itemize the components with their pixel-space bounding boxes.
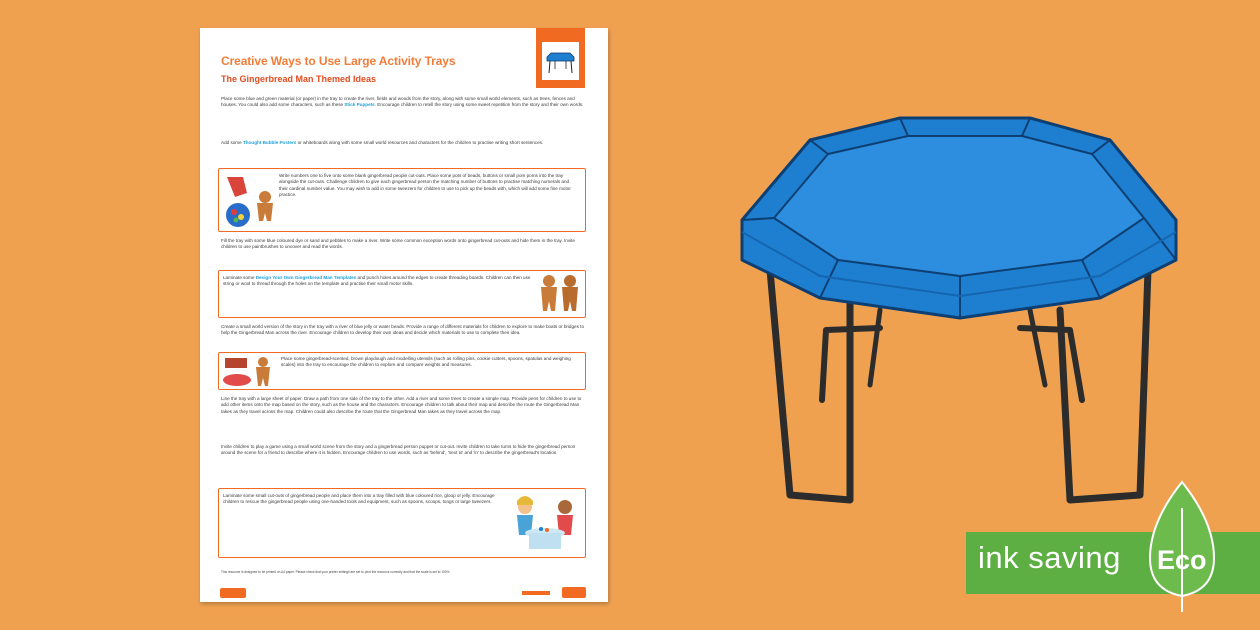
- resource-preview-page: [200, 28, 608, 602]
- activity-paragraph: Create a small world version of the story in the tray with a river of blue jelly or water beads. Provide a range of different materials for children to explore to make boats or bridges to help the Gingerbread Man across the river. Encourage children to develop their own ideas and decide which materials to use to complete their idea.: [221, 324, 584, 336]
- activity-box: [218, 270, 586, 318]
- gingerbread-pair-illustration: [537, 273, 583, 315]
- eco-label: Eco: [1157, 545, 1207, 575]
- resource-link[interactable]: Thought Bubble Posters: [242, 140, 297, 145]
- beads-gingerbread-illustration: [221, 171, 279, 229]
- activity-paragraph: Place some blue and green material (or paper) in the tray to create the river, fields and woods from the story, along with some small world elements, such as trees, fences and houses. You could also add some characters, such as these Stick Puppets. Encourage children to retell the story using some sweet repetition from the story and their own words.: [221, 96, 584, 108]
- activity-paragraph: Write numbers one to five onto some blank gingerbread people cut-outs. Place some pots of beads, buttons or small pom poms into the tray alongside the cut-outs. Challenge children to give each gingerbread person the matching number of buttons to practise matching numerals and their cardinal number value. You may wish to add in some tweezers for children to use to pick up the beads with, which will add some fine motor practice.: [279, 173, 571, 198]
- activity-box: [218, 168, 586, 232]
- footer-url-mark: [522, 591, 550, 595]
- children-at-table-illustration: [507, 493, 583, 555]
- document-title: Creative Ways to Use Large Activity Trays: [221, 54, 456, 68]
- activity-paragraph: Invite children to play a game using a small world scene from the story and a gingerbread person puppet or cut-out. Invite children to take turns to hide the gingerbread person around the scene for a friend to describe where it is hidden. Encourage children to use words, such as 'behind', 'next to' and 'in' to describe the gingerbread's location.: [221, 444, 576, 456]
- activity-paragraph: Add some Thought Bubble Posters or whiteboards along with some small world resources and characters for the children to practise writing short sentences.: [221, 140, 544, 145]
- activity-paragraph: Place some gingerbread-scented, brown playdough and modelling utensils (such as rolling pins, cookie cutters, spoons, spatulas and weighing scales) into the tray to encourage the children to explore and compare weights and measures.: [281, 356, 571, 368]
- resource-link[interactable]: Stick Puppets: [344, 102, 375, 108]
- activity-tray-illustration: [730, 100, 1190, 520]
- activity-paragraph: Laminate some small cut-outs of gingerbread people and place them into a tray filled with blue coloured rice, gloop or jelly. Encourage children to rescue the gingerbread people using one-handed tools and equipment, such as spoons, scoops, tongs or large tweezers.: [223, 493, 495, 505]
- activity-box: [218, 488, 586, 558]
- corner-tray-icon: [542, 42, 579, 80]
- activity-paragraph: Fill the tray with some blue coloured dye or sand and pebbles to make a river. Write some common exception words onto gingerbread cut-outs and hide them in the tray. Invite children to use paintbrushes to uncover and read the words.: [221, 238, 575, 250]
- brand-logo-right: [562, 587, 586, 598]
- activity-paragraph: Line the tray with a large sheet of paper. Draw a path from one side of the tray to the other. Add a river and some trees to create a simple map. Provide pens for children to use to add other items onto the map based on the story, such as the house and the characters. Encourage children to talk about their map and describe the route the Gingerbread Man takes as they travel across the map. Children could also describe the route that the Gingerbread Man takes as they travel across the map.: [221, 396, 582, 414]
- ink-saving-text: ink saving: [978, 540, 1121, 575]
- footer-note: This resource is designed to be printed on A4 paper. Please check that your printer settings are set to print the resource correctly and that the scale is set to 100%.: [221, 570, 451, 574]
- resource-link[interactable]: Design Your Own Gingerbread Man Templates: [255, 275, 357, 280]
- playdough-gingerbread-illustration: [221, 354, 277, 388]
- activity-box: [218, 352, 586, 390]
- document-subtitle: The Gingerbread Man Themed Ideas: [221, 74, 377, 84]
- activity-paragraph: Laminate some Design Your Own Gingerbread Man Templates and punch holes around the edges to create threading boards. Children can then use string or wool to thread through the holes on the template and practise their small motor skills.: [223, 275, 531, 287]
- corner-tab: [536, 28, 585, 88]
- brand-logo: [220, 588, 246, 598]
